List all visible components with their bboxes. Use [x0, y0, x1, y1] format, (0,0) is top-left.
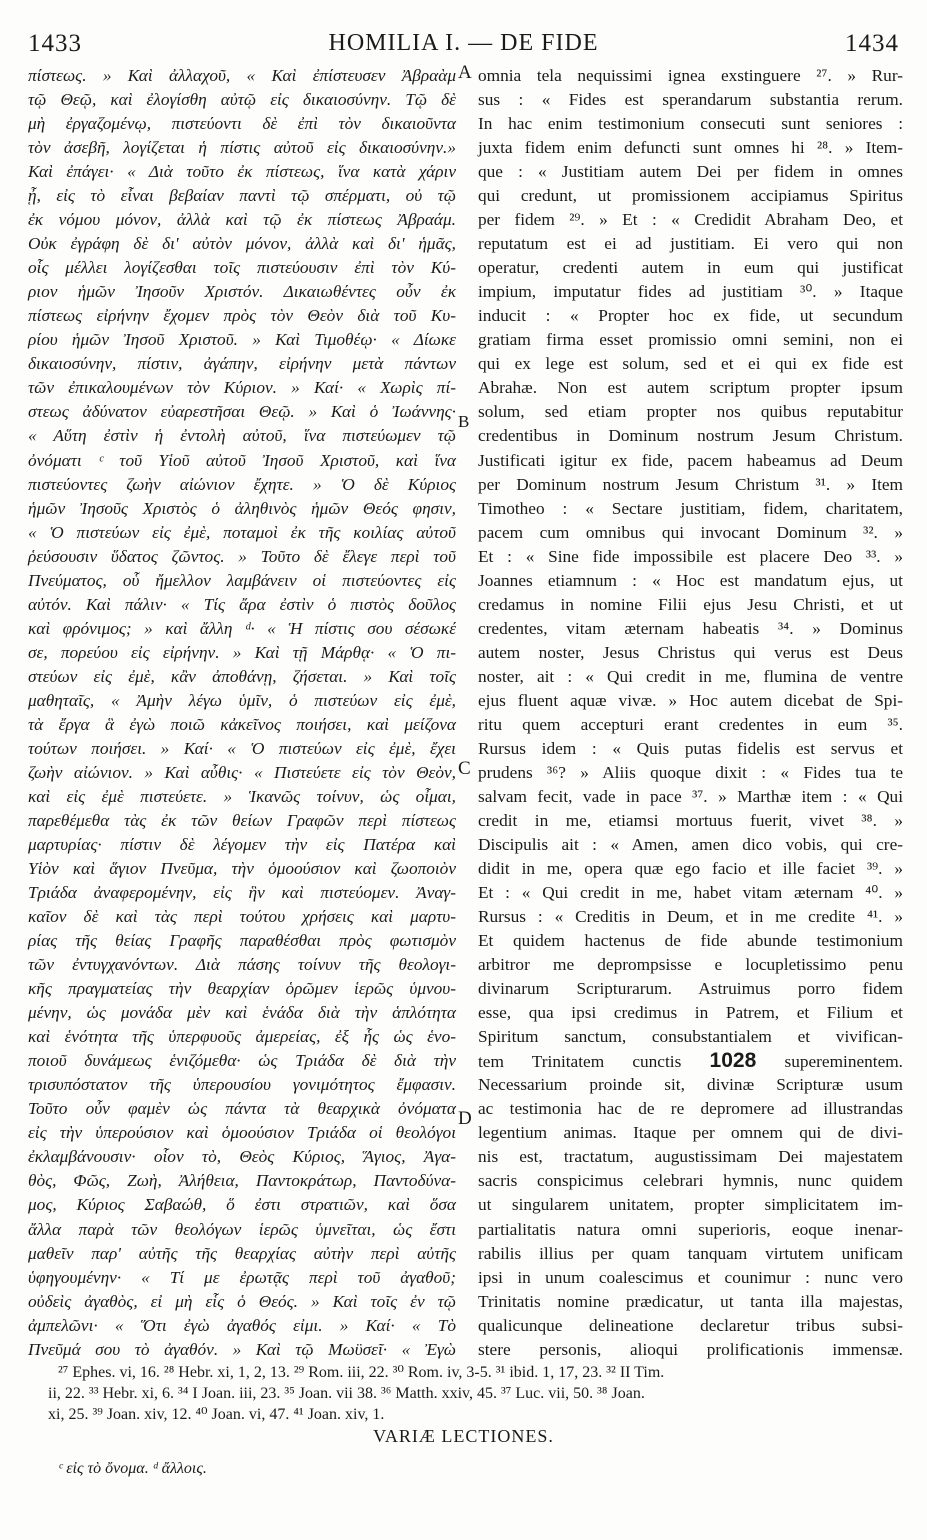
greek-text-line: Καὶ ἐπάγει· « Διὰ τοῦτο ἐκ πίστεως, ἵνα κατὰ χάριν [28, 162, 456, 182]
latin-text-line: ut singularem unitatem, propter simplicitatem im- [478, 1195, 903, 1215]
margin-marker-d: D [458, 1108, 472, 1129]
page-number-right: 1434 [845, 30, 899, 57]
latin-text-line: arbitror me deprompsisse e locupletissimo penu [478, 955, 903, 975]
greek-text-line: ῥεύσουσιν ὕδατος ζῶντος. » Τοῦτο δὲ ἔλεγε περὶ τοῦ [28, 546, 456, 566]
latin-text-line: qui credunt, ut promissionem accipiamus Spiritus [478, 186, 903, 206]
latin-text-column [478, 64, 903, 1362]
latin-line-segment: tem Trinitatem cunctis [478, 1052, 682, 1072]
latin-text-line: inducit : « Propter hoc ex fide, ut secundum [478, 306, 903, 326]
latin-text-line: Rursus : « Creditis in Deum, et in me credite ⁴¹. » [478, 907, 903, 927]
greek-text-line: « Ὁ πιστεύων εἰς ἐμὲ, ποταμοὶ ἐκ τῆς κοιλίας αὐτοῦ [28, 522, 456, 542]
footnote-line: xi, 25. ³⁹ Joan. xiv, 12. ⁴⁰ Joan. vi, 47. ⁴¹ Joan. xiv, 1. [48, 1406, 385, 1423]
greek-text-line: τῶν ἐντυγχανόντων. Διὰ πάσης τοίνυν τῆς θεολογι- [28, 955, 456, 975]
greek-text-line: ρίας τῆς θείας Γραφῆς παραθέσθαι πρὸς φωτισμὸν [28, 931, 456, 951]
latin-text-line: Justificati igitur ex fide, pacem habeamus ad Deum [478, 450, 903, 470]
latin-text-line: rabilis illius per quam tanquam virtutem unificam [478, 1243, 903, 1263]
margin-marker-a: A [458, 62, 472, 83]
greek-text-line: καὶ φρόνιμος; » καὶ ἄλλη ᵈ· « Ἡ πίστις σου σέσωκέ [28, 618, 456, 638]
greek-text-line: ἐκ νόμου μόνον, ἀλλὰ καὶ τῷ ἐκ πίστεως Ἀβραάμ. [28, 210, 456, 230]
greek-text-line: μαθηταῖς, « Ἀμὴν λέγω ὑμῖν, ὁ πιστεύων εἰς ἐμὲ, [28, 690, 456, 710]
latin-text-line: noster, ait : « Qui credit in me, flumina de ventre [478, 666, 903, 686]
greek-text-line: οὐδεὶς ἀγαθὸς, εἰ μὴ εἷς ὁ Θεός. » Καὶ τοῖς ἐν τῷ [28, 1291, 456, 1311]
greek-text-line: « Αὕτη ἐστὶν ἡ ἐντολὴ αὐτοῦ, ἵνα πιστεύωμεν τῷ [28, 426, 456, 446]
latin-text-line: In hac enim testimonium consecuti sunt seniores : [478, 114, 903, 134]
latin-text-line: esse, qua ipsi credimus in Patrem, et Filium et [478, 1003, 903, 1023]
running-header [28, 26, 899, 62]
greek-text-column [28, 64, 456, 1362]
latin-text-line: ritu quem accepturi erant credentes in eum ³⁵. [478, 714, 903, 734]
greek-text-line: τῷ Θεῷ, καὶ ἐλογίσθη αὐτῷ εἰς δικαιοσύνην. Τῷ δὲ [28, 90, 456, 110]
latin-text-line: ejus fluent aquæ vivæ. » Hoc autem dicebat de Spi- [478, 690, 903, 710]
greek-text-line: μένην, ὡς μονάδα μὲν καὶ ἑνάδα διὰ τὴν ἁπλότητα [28, 1003, 456, 1023]
latin-text-line: stere personis, alioqui prolificationis immensæ. [478, 1339, 903, 1359]
latin-text-line: didit in me, opera quæ ego facio et ille faciet ³⁹. » [478, 859, 903, 879]
latin-line-segment: supereminentem. [784, 1052, 903, 1072]
latin-text-line: partialitatis natura omni superioris, eoque inenar- [478, 1219, 903, 1239]
latin-text-line: Et : « Sine fide impossibile est placere Deo ³³. » [478, 546, 903, 566]
latin-text-line: Rursus idem : « Quis putas fidelis est servus et [478, 738, 903, 758]
latin-text-line: qui ex lege est solum, sed et ei qui ex fide est [478, 354, 903, 374]
latin-text-line [478, 1049, 903, 1073]
latin-text-line: operatur, credenti autem in eum qui justificat [478, 258, 903, 278]
greek-text-line: στεύων εἰς ἐμὲ, κἂν ἀποθάνῃ, ζήσεται. » Καὶ τοῖς [28, 666, 456, 686]
greek-text-line: ὀνόματι ᶜ τοῦ Υἱοῦ αὐτοῦ Ἰησοῦ Χριστοῦ, καὶ ἵνα [28, 450, 456, 470]
latin-text-line: legentium animas. Itaque per omnem qui de divi- [478, 1123, 903, 1143]
greek-text-line: ἀμπελῶνι· « Ὅτι ἐγὼ ἀγαθός εἰμι. » Καί· « Τὸ [28, 1315, 456, 1335]
column-number: 1028 [709, 1049, 757, 1073]
latin-text-line: solum, sed etiam propter nos quibus reputabitur [478, 402, 903, 422]
latin-text-line: Et : « Qui credit in me, habet vitam æternam ⁴⁰. » [478, 883, 903, 903]
greek-text-line: τὰ ἔργα ἃ ἐγὼ ποιῶ κἀκεῖνος ποιήσει, καὶ μείζονα [28, 714, 456, 734]
greek-text-line: ριον ἡμῶν Ἰησοῦν Χριστόν. Δικαιωθέντες οὖν ἐκ [28, 282, 456, 302]
latin-text-line: credamus in nomine Filii ejus Jesu Christi, et ut [478, 594, 903, 614]
latin-text-line: credit in me, etiamsi mortuus fuerit, vivet ³⁸. » [478, 810, 903, 830]
greek-text-line: ὑφηγουμένην· « Τί με ἐρωτᾷς περὶ τοῦ ἀγαθοῦ; [28, 1267, 456, 1287]
greek-text-line: ἡμῶν Ἰησοῦς Χριστὸς ὁ ἀληθινὸς ἡμῶν Θεός φησιν, [28, 498, 456, 518]
greek-text-line: τὸν ἀσεβῆ, λογίζεται ἡ πίστις αὐτοῦ εἰς δικαιοσύνην.» [28, 138, 456, 158]
greek-text-line: δικαιοσύνην, πίστιν, ἀγάπην, εἰρήνην μετὰ πάντων [28, 354, 456, 374]
greek-text-line: Οὐκ ἐγράφη δὲ δι' αὐτὸν μόνον, ἀλλὰ καὶ δι' ἡμᾶς, [28, 234, 456, 254]
greek-text-line: καὶ εἰς ἐμὲ πιστεύετε. » Ἱκανῶς τοίνυν, ὡς οἶμαι, [28, 786, 456, 806]
greek-text-line: ποιοῦ δυνάμεως ἑνιζόμεθα· ὡς Τριάδα δὲ διὰ τὴν [28, 1051, 456, 1071]
latin-text-line: gratiam firma esset promissio omni semini, non ei [478, 330, 903, 350]
margin-marker-c: C [458, 758, 471, 779]
greek-text-line: καὶ ἑνότητα τῆς ὑπερφυοῦς ἀμερείας, ἐξ ἧς ὡς ἑνο- [28, 1027, 456, 1047]
running-title: HOMILIA I. — DE FIDE [328, 30, 599, 56]
latin-text-line: Joannes etiamnum : « Hoc est mandatum ejus, ut [478, 570, 903, 590]
latin-text-line: juxta fidem enim defuncti sunt omnes hi ²⁸. » Item- [478, 138, 903, 158]
greek-text-line: Τοῦτο οὖν φαμὲν ὡς πάντα τὰ θεαρχικὰ ὀνόματα [28, 1099, 456, 1119]
variae-lectiones-title: VARIÆ LECTIONES. [373, 1426, 554, 1446]
greek-text-line: μαρτυρίας· πίστιν δὲ λέγομεν τὴν εἰς Πατέρα καὶ [28, 835, 456, 854]
page-number-left: 1433 [28, 30, 82, 57]
greek-text-line: θὸς, Φῶς, Ζωὴ, Ἀλήθεια, Παντοκράτωρ, Παντοδύνα- [28, 1171, 456, 1191]
latin-text-line: Et quidem hactenus de fide abunde testimonium [478, 931, 903, 951]
latin-text-line: qualicunque delineatione declaretur tribus subsi- [478, 1315, 903, 1335]
latin-text-line: omnia tela nequissimi ignea exstinguere ²⁷. » Rur- [478, 66, 903, 85]
greek-text-line: μὴ ἐργαζομένῳ, πιστεύοντι δὲ ἐπὶ τὸν δικαιοῦντα [28, 114, 456, 134]
greek-text-line: ἄλλα παρὰ τῶν θεολόγων ἱερῶς ὑμνεῖται, ὡς ἔστι [28, 1219, 456, 1239]
greek-text-line: Πνεύματος, οὗ ἤμελλον λαμβάνειν οἱ πιστεύοντες εἰς [28, 570, 456, 590]
greek-text-line: ζωὴν αἰώνιον. » Καὶ αὖθις· « Πιστεύετε εἰς τὸν Θεὸν, [28, 762, 456, 782]
latin-text-line: Timotheo : « Sectare justitiam, fidem, charitatem, [478, 498, 903, 518]
latin-text-line: credentes, vitam æternam habeatis ³⁴. » Dominus [478, 618, 903, 638]
variae-lectiones-text: ᶜ εἰς τὸ ὄνομα. ᵈ ἄλλοις. [58, 1460, 207, 1477]
greek-text-line: στεως ἀδύνατον εὐαρεστῆσαι Θεῷ. » Καὶ ὁ Ἰωάννης· [28, 402, 456, 422]
greek-text-line: μαθεῖν παρ' αὐτῆς τῆς θεαρχίας αὐτὴν περὶ αὐτῆς [28, 1243, 456, 1263]
margin-marker-b: B [458, 412, 470, 431]
greek-text-line: ρίου ἡμῶν Ἰησοῦ Χριστοῦ. » Καὶ Τιμοθέῳ· « Δίωκε [28, 330, 456, 350]
latin-text-line: salvam fecit, vade in pace ³⁷. » Marthæ item : « Qui [478, 786, 903, 806]
greek-text-line: πιστεύοντες ζωὴν αἰώνιον ἔχητε. » Ὁ δὲ Κύριος [28, 474, 456, 494]
greek-text-line: κῆς πραγματείας τὴν θεαρχίαν ὁρῶμεν ἱερῶς ὑμνου- [28, 979, 456, 999]
greek-text-line: ᾖ, εἰς τὸ εἶναι βεβαίαν παντὶ τῷ σπέρματι, οὐ τῷ [28, 186, 456, 206]
latin-text-line: reputatum est ei ad justitiam. Ei vero qui non [478, 234, 903, 254]
greek-text-line: καῖον δὲ καὶ τὰς περὶ τούτου χρήσεις καὶ μαρτυ- [28, 907, 456, 927]
greek-text-line: σε, πορεύου εἰς εἰρήνην. » Καὶ τῇ Μάρθᾳ· « Ὁ πι- [28, 642, 456, 662]
greek-text-line: ἐκλαμβάνουσιν· οἷον τὸ, Θεὸς Κύριος, Ἅγιος, Ἀγα- [28, 1147, 456, 1167]
latin-text-line: Spiritum sanctum, consubstantialem et vivifican- [478, 1027, 903, 1047]
latin-text-line: impium, imputatur fides ad justitiam ³⁰. » Itaque [478, 282, 903, 302]
latin-text-line: sacris conspicimus celebrari hymnis, nunc quidem [478, 1171, 903, 1191]
latin-text-line: sus : « Fides est sperandarum substantia rerum. [478, 90, 903, 110]
latin-text-line: pacem cum omnibus qui invocant Dominum ³². » [478, 522, 903, 542]
latin-text-line: Trinitatis nomine prædicatur, ut tanta illa majestas, [478, 1291, 903, 1311]
greek-text-line: εἰς τὴν ὑπερούσιον καὶ ὁμοούσιον Τριάδα οἱ θεολόγοι [28, 1123, 456, 1143]
latin-text-line: que : « Justitiam autem Dei per fidem in omnes [478, 162, 903, 182]
latin-text-line: per fidem ²⁹. » Et : « Credidit Abraham Deo, et [478, 210, 903, 230]
footnote-line: ²⁷ Ephes. vi, 16. ²⁸ Hebr. xi, 1, 2, 13. ²⁹ Rom. iii, 22. ³⁰ Rom. iv, 3-5. ³¹ ibid. 1, 17, 23. ³² II Tim. [58, 1364, 665, 1381]
latin-text-line: ipsi in unum coalescimus et counimur : nunc vero [478, 1267, 903, 1287]
greek-text-line: Υἱὸν καὶ ἅγιον Πνεῦμα, τὴν ὁμοούσιον καὶ ζωοποιὸν [28, 859, 456, 879]
latin-text-line: Abrahæ. Non est autem scriptum propter ipsum [478, 378, 903, 398]
latin-text-line: ac testimonia hac de re depromere ad illustrandas [478, 1099, 903, 1119]
footnotes [48, 1362, 903, 1425]
greek-text-line: παρεθέμεθα τὰς ἐκ τῶν θείων Γραφῶν περὶ πίστεως [28, 810, 456, 830]
latin-text-line: autem noster, Jesus Christus qui verus est Deus [478, 642, 903, 662]
latin-text-line: Discipulis ait : « Amen, amen dico vobis, qui cre- [478, 835, 903, 854]
greek-text-line: τῶν ἐπικαλουμένων τὸν Κύριον. » Καί· « Χωρὶς πί- [28, 378, 456, 398]
latin-text-line: divinarum Scripturarum. Astruimus porro fidem [478, 979, 903, 999]
latin-text-line: nis est, tractatum, augustissimam Dei majestatem [478, 1147, 903, 1167]
latin-text-line: prudens ³⁶? » Aliis quoque dixit : « Fides tua te [478, 762, 903, 782]
greek-text-line: μος, Κύριος Σαβαώθ, ὅ ἐστι στρατιῶν, καὶ ὅσα [28, 1195, 456, 1215]
greek-text-line: οἷς μέλλει λογίζεσθαι τοῖς πιστεύουσιν ἐπὶ τὸν Κύ- [28, 258, 456, 278]
latin-text-line: per Dominum nostrum Jesum Christum ³¹. » Item [478, 474, 903, 494]
greek-text-line: τούτων ποιήσει. » Καί· « Ὁ πιστεύων εἰς ἐμὲ, ἔχει [28, 738, 456, 758]
latin-text-line: credentibus in Dominum nostrum Jesum Christum. [478, 426, 903, 446]
greek-text-line: πίστεως εἰρήνην ἔχομεν πρὸς τὸν Θεὸν διὰ τοῦ Κυ- [28, 306, 456, 326]
latin-text-line: Necessarium proinde sit, divinæ Scripturæ usum [478, 1075, 903, 1095]
greek-text-line: Πνεῦμά σου τὸ ἀγαθόν. » Καὶ τῷ Μωϋσεῖ· « Ἐγὼ [28, 1339, 456, 1359]
greek-text-line: αὐτόν. Καὶ πάλιν· « Τίς ἄρα ἐστὶν ὁ πιστὸς δοῦλος [28, 594, 456, 614]
greek-text-line: Τριάδα ἀναφερομένην, εἰς ἣν καὶ πιστεύομεν. Ἀναγ- [28, 883, 456, 903]
greek-text-line: πίστεως. » Καὶ ἀλλαχοῦ, « Καὶ ἐπίστευσεν Ἀβραὰμ [28, 66, 456, 85]
footnote-line: ii, 22. ³³ Hebr. xi, 6. ³⁴ I Joan. iii, 23. ³⁵ Joan. vii 38. ³⁶ Matth. xxiv, 45. ³⁷ Luc. vii, 50. ³⁸ Joan. [48, 1385, 645, 1402]
greek-text-line: τρισυπόστατον τῆς ὑπερουσίου γονιμότητος ἔμφασιν. [28, 1075, 456, 1095]
